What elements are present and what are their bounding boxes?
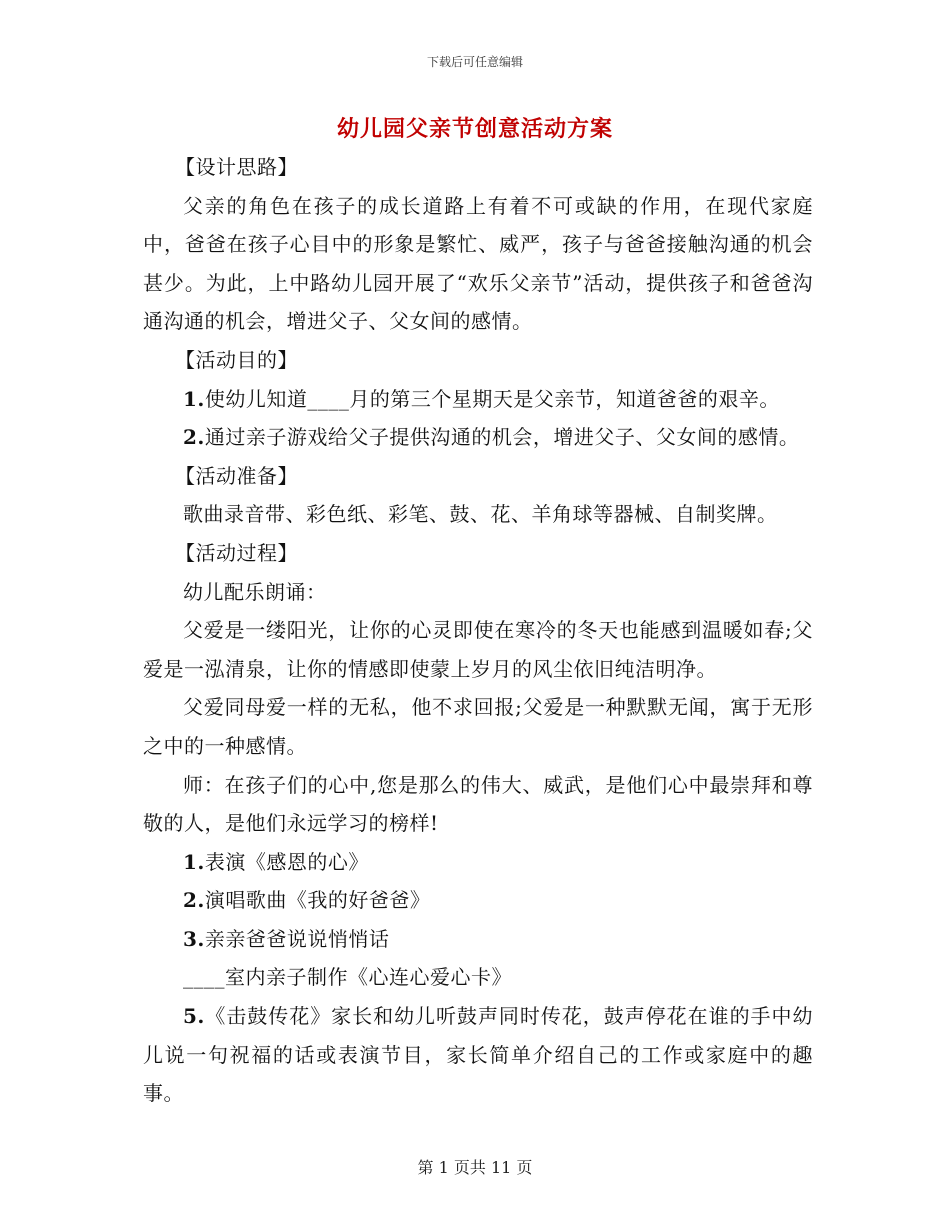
recite-paragraph-2: 父爱同母爱一样的无私，他不求回报;父爱是一种默默无闻，寓于无形之中的一种感情。 xyxy=(143,695,813,758)
step-item-4: ____室内亲子制作《心连心爱心卡》 xyxy=(183,965,512,990)
recite-paragraph-1: 父爱是一缕阳光，让你的心灵即使在寒冷的冬天也能感到温暖如春;父爱是一泓清泉，让你的情感即使蒙上岁月的风尘依旧纯洁明净。 xyxy=(143,618,813,681)
step-item-5-text: 《击鼓传花》家长和幼儿听鼓声同时传花，鼓声停花在谁的手中幼儿说一句祝福的话或表演节目，家长简单介绍自己的工作或家庭中的趣事。 xyxy=(143,1004,813,1106)
teacher-paragraph: 师：在孩子们的心中,您是那么的伟大、威武，是他们心中最崇拜和尊敬的人，是他们永远学习的榜样! xyxy=(143,772,813,836)
step-item-3 xyxy=(143,920,813,959)
prep-paragraph: 歌曲录音带、彩色纸、彩笔、鼓、花、羊角球等器械、自制奖牌。 xyxy=(183,502,778,527)
design-heading: 【设计思路】 xyxy=(175,155,298,179)
goal-item-1-text: 使幼儿知道____月的第三个星期天是父亲节，知道爸爸的艰辛。 xyxy=(204,386,780,411)
process-heading: 【活动过程】 xyxy=(175,540,298,565)
step-item-5-number: 5. xyxy=(183,1004,205,1029)
step-item-1-text: 表演《感恩的心》 xyxy=(204,849,369,874)
goal-item-1-number: 1. xyxy=(183,386,205,411)
step-item-3-number: 3. xyxy=(183,926,205,951)
page-footer: 第 1 页共 11 页 xyxy=(417,1158,533,1177)
goal-item-2-number: 2. xyxy=(183,425,205,450)
goal-item-2 xyxy=(143,418,813,457)
goal-item-2-text: 通过亲子游戏给父子提供沟通的机会，增进父子、父女间的感情。 xyxy=(204,425,800,450)
step-item-5 xyxy=(143,997,813,1113)
step-item-2 xyxy=(143,881,813,920)
document-title: 幼儿园父亲节创意活动方案 xyxy=(336,116,613,142)
step-item-2-number: 2. xyxy=(183,888,205,913)
step-item-3-text: 亲亲爸爸说说悄悄话 xyxy=(204,926,390,951)
document-body xyxy=(143,148,813,1113)
design-paragraph: 父亲的角色在孩子的成长道路上有着不可或缺的作用，在现代家庭中，爸爸在孩子心目中的形象是繁忙、威严，孩子与爸爸接触沟通的机会甚少。为此，上中路幼儿园开展了“欢乐父亲节”活动，提供孩子和爸爸沟通沟通的机会，增进父子、父女间的感情。 xyxy=(143,193,813,334)
goal-heading: 【活动目的】 xyxy=(175,347,298,372)
step-item-1-number: 1. xyxy=(183,849,205,874)
header-note: 下载后可任意编辑 xyxy=(426,55,523,69)
step-item-1 xyxy=(143,843,813,882)
step-item-2-text: 演唱歌曲《我的好爸爸》 xyxy=(204,888,431,913)
goal-item-1 xyxy=(143,380,813,419)
prep-heading: 【活动准备】 xyxy=(175,463,298,488)
recite-intro: 幼儿配乐朗诵： xyxy=(183,579,327,604)
